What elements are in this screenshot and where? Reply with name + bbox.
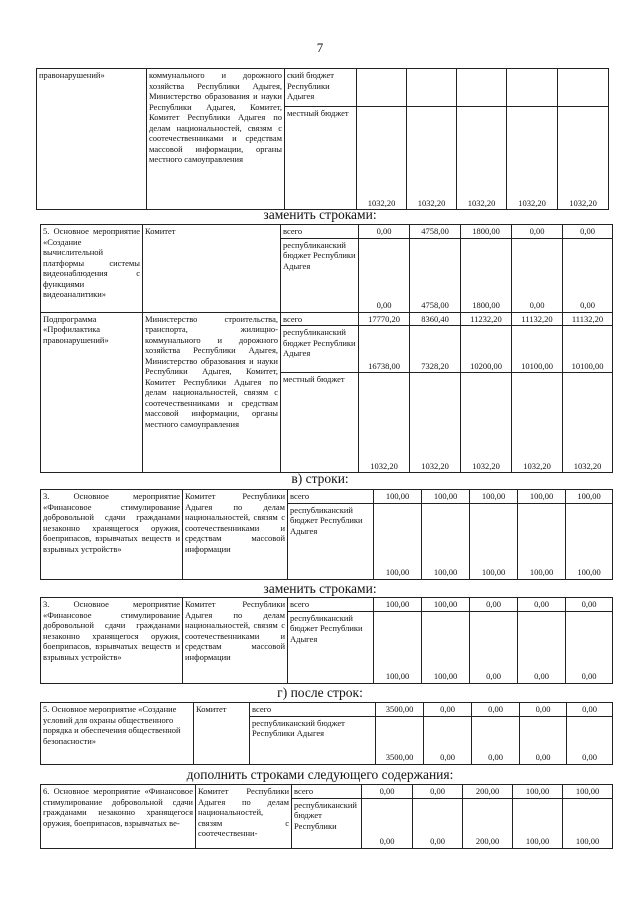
- cell-source: местный бюджет: [285, 107, 357, 210]
- cell-value: 0,00: [563, 225, 613, 239]
- cell-name: правонарушений»: [37, 69, 147, 210]
- cell-value: 4758,00: [410, 225, 461, 239]
- cell-value: 100,00: [470, 490, 518, 504]
- cell-source: местный бюджет: [281, 373, 359, 473]
- cell-value: 0,00: [413, 785, 463, 799]
- table-block-6: [40, 784, 613, 849]
- cell-value: 0,00: [472, 716, 520, 764]
- cell-value: 0,00: [520, 703, 567, 717]
- cell-value: 10100,00: [563, 326, 613, 373]
- heading-replace-2: заменить строками:: [263, 581, 377, 596]
- page-number: 7: [316, 40, 324, 55]
- cell-value: 0,00: [359, 225, 410, 239]
- cell-value: 16738,00: [359, 326, 410, 373]
- cell-value: 100,00: [374, 611, 422, 683]
- cell-value: 1032,20: [558, 107, 609, 210]
- cell-value: 1800,00: [461, 225, 512, 239]
- cell-value: 100,00: [518, 503, 566, 579]
- heading-rows-v: в) строки:: [291, 471, 349, 486]
- cell-value: 0,00: [362, 785, 413, 799]
- cell-value: 100,00: [374, 490, 422, 504]
- cell-executor: Комитет Республики Адыгея по делам национальностей, связям с соотечественни-: [196, 785, 292, 849]
- cell-value: 0,00: [566, 598, 613, 612]
- cell-value: 7328,20: [410, 326, 461, 373]
- heading-replace-1: заменить строками:: [263, 207, 377, 222]
- cell-value: 11232,20: [461, 312, 512, 326]
- cell-name: Подпрограмма «Профилактика правонарушений»: [41, 312, 143, 473]
- cell-value: 1032,20: [457, 107, 507, 210]
- cell-value: 100,00: [513, 798, 563, 848]
- table-block-2: [40, 224, 613, 473]
- cell-executor: Комитет: [143, 225, 281, 313]
- cell-value: 3500,00: [376, 716, 424, 764]
- cell-value: 8360,40: [410, 312, 461, 326]
- cell-executor: Комитет Республики Адыгея по делам национальностей, связям с соотечественниками и средствам массовой информации: [183, 490, 288, 580]
- cell-value: 0,00: [520, 716, 567, 764]
- cell-source: всего: [250, 703, 376, 717]
- cell-value: 1800,00: [461, 238, 512, 312]
- cell-value: 4758,00: [410, 238, 461, 312]
- cell-value: 0,00: [413, 798, 463, 848]
- cell-value: 0,00: [424, 716, 472, 764]
- cell-value: 17770,20: [359, 312, 410, 326]
- cell-source: республиканский бюджет Республики Адыгея: [281, 326, 359, 373]
- cell-value: 1032,20: [410, 373, 461, 473]
- table-block-1: [36, 68, 609, 210]
- cell-source: республиканский бюджет Республики Адыгея: [250, 716, 376, 764]
- cell-value: 1032,20: [359, 373, 410, 473]
- cell-value: 100,00: [422, 503, 470, 579]
- cell-value: 1032,20: [461, 373, 512, 473]
- cell-value: 100,00: [563, 785, 613, 799]
- cell-source: всего: [288, 490, 374, 504]
- cell-executor: Комитет: [194, 703, 250, 765]
- cell-source: республиканский бюджет Республики Адыгея: [281, 238, 359, 312]
- cell-value: 0,00: [567, 703, 613, 717]
- cell-executor: Комитет Республики Адыгея по делам национальностей, связям с соотечественниками и средствам массовой информации: [183, 598, 288, 684]
- cell-value: 10100,00: [512, 326, 563, 373]
- cell-value: 11132,20: [512, 312, 563, 326]
- cell-value: 1032,20: [407, 107, 457, 210]
- cell-source: республиканский бюджет Республики Адыгея: [288, 503, 374, 579]
- cell-value: 0,00: [424, 703, 472, 717]
- cell-value: 100,00: [422, 598, 470, 612]
- cell-value: 100,00: [513, 785, 563, 799]
- cell-executor: коммунального и дорожного хозяйства Республики Адыгея, Министерство образования и науки Республики Адыгея, Комитет, Комитет Республики Адыгея по делам национальностей, связям с соотечественниками и средствам массовой информации, органы местного самоуправления: [147, 69, 285, 210]
- cell-value: 100,00: [566, 490, 613, 504]
- cell-name: 5. Основное мероприятие «Создание вычислительной платформы системы видеонаблюдения с функциями видеоаналитики»: [41, 225, 143, 313]
- cell-value: 100,00: [422, 490, 470, 504]
- cell-value: 11132,20: [563, 312, 613, 326]
- cell-value: 0,00: [512, 238, 563, 312]
- cell-value: 0,00: [470, 598, 518, 612]
- cell-value: 100,00: [563, 798, 613, 848]
- cell-source: всего: [288, 598, 374, 612]
- cell-value: 0,00: [472, 703, 520, 717]
- cell-source: всего: [281, 312, 359, 326]
- cell-value: 1032,20: [563, 373, 613, 473]
- cell-value: 100,00: [518, 490, 566, 504]
- cell-value: 0,00: [518, 611, 566, 683]
- cell-value: 100,00: [566, 503, 613, 579]
- cell-value: 0,00: [567, 716, 613, 764]
- cell-value: 0,00: [518, 598, 566, 612]
- cell-source: ский бюджет Республики Адыгея: [285, 69, 357, 107]
- heading-after-rows: г) после строк:: [277, 685, 363, 700]
- table-block-3: [40, 489, 613, 580]
- cell-name: 3. Основное мероприятие «Финансовое стимулирование добровольной сдачи гражданами незаконно хранящегося оружия, боеприпасов, взрывчатых веществ и взрывных устройств»: [41, 598, 183, 684]
- cell-value: 0,00: [359, 238, 410, 312]
- cell-value: 1032,20: [357, 107, 407, 210]
- cell-source: всего: [281, 225, 359, 239]
- cell-value: 100,00: [422, 611, 470, 683]
- cell-source: республиканский бюджет Республики: [292, 798, 362, 848]
- cell-value: 100,00: [470, 503, 518, 579]
- cell-source: республиканский бюджет Республики Адыгея: [288, 611, 374, 683]
- cell-name: 6. Основное мероприятие «Финансовое стимулирование добровольной сдачи гражданами незаконно хранящегося оружия, боеприпасов, взрывчатых ве-: [41, 785, 196, 849]
- heading-append-rows: дополнить строками следующего содержания:: [186, 767, 454, 782]
- cell-value: 10200,00: [461, 326, 512, 373]
- table-block-5: [40, 702, 613, 765]
- cell-source: всего: [292, 785, 362, 799]
- cell-value: 0,00: [512, 225, 563, 239]
- cell-value: 100,00: [374, 503, 422, 579]
- cell-value: 3500,00: [376, 703, 424, 717]
- cell-value: 200,00: [463, 785, 513, 799]
- cell-value: 200,00: [463, 798, 513, 848]
- cell-value: 1032,20: [507, 107, 558, 210]
- cell-value: 100,00: [374, 598, 422, 612]
- cell-name: 3. Основное мероприятие «Финансовое стимулирование добровольной сдачи гражданами незаконно хранящегося оружия, боеприпасов, взрывчатых веществ и взрывных устройств»: [41, 490, 183, 580]
- cell-value: 1032,20: [512, 373, 563, 473]
- cell-value: 0,00: [470, 611, 518, 683]
- cell-name: 5. Основное мероприятие «Создание условий для охраны общественного порядка и обеспечения общественной безопасности»: [41, 703, 194, 765]
- cell-executor: Министерство строительства, транспорта, жилищно-коммунального и дорожного хозяйства Республики Адыгея, Министерство образования и науки Республики Адыгея, Комитет, Комитет Республики Адыгея по делам национальностей, связям с соотечественниками и средствам массовой информации, органы местного самоуправления: [143, 312, 281, 473]
- cell-value: 0,00: [362, 798, 413, 848]
- table-block-4: [40, 597, 613, 684]
- cell-value: 0,00: [563, 238, 613, 312]
- cell-value: 0,00: [566, 611, 613, 683]
